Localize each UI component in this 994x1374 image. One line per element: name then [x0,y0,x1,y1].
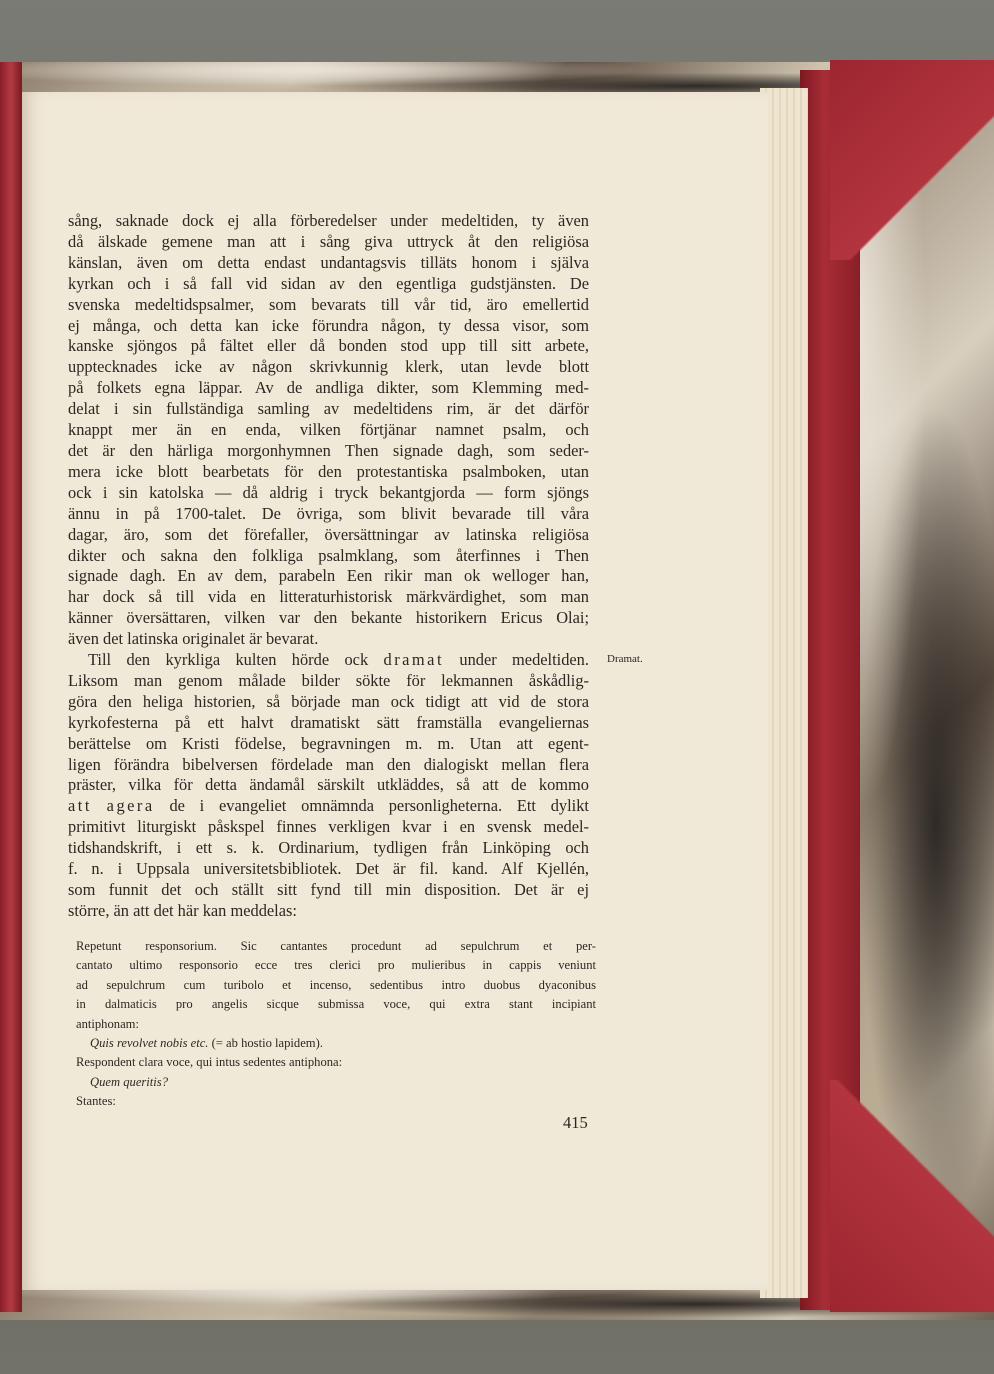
text-line: f. n. i Uppsala universitetsbibliotek. Det är fil. kand. Alf Kjellén, [68,859,589,879]
text-line: ligen förändra bibelversen fördelade man den dialogiskt mellan flera [68,754,589,774]
text-line: som funnit det och ställt sitt fynd till min disposition. Det är ej [68,880,589,899]
quote-line: in dalmaticis pro angelis sicque submissa voce, qui extra stant incipiant [76,997,596,1012]
text-line: primitivt liturgiskt påskspel finnes verkligen kvar i en svensk medel- [68,817,589,837]
text-line: svenska medeltidspsalmer, som bevarats till vår tid, äro emellertid [68,294,589,314]
text-line: känslan, även om detta endast undantagsvis tilläts honom i själva [68,252,589,272]
text-line: präster, vilka för detta ändamål särskilt utkläddes, så att de kommo [68,775,589,795]
spaced-word-agera: agera [106,796,155,816]
paragraph-start-line [68,650,589,671]
text-line: göra den heliga historien, så började man ock tidigt att vid de stora [68,691,589,711]
italic-incipit: Quis revolvet nobis etc. [90,1036,209,1051]
text-run: (= ab hostio lapidem). [208,1036,323,1051]
quote-line [76,1034,596,1053]
text-line: signade dagh. En av dem, parabeln Een rikir man ok welloger han, [68,566,589,586]
text-line: kyrkan och i så fall vid sidan av den egentliga gudstjänsten. De [68,273,589,293]
main-text [68,211,589,922]
quote-line: Respondent clara voce, qui intus sedentes antiphona: [76,1055,343,1070]
spaced-word-att: att [68,796,92,816]
text-line: då älskade gemene man att i sång giva uttryck åt den religiösa [68,231,589,251]
text-line: ej många, och detta kan icke förundra någon, ty dessa visor, som [68,315,589,335]
quote-line: Stantes: [76,1094,116,1109]
text-line: har dock så till vida en litteraturhistorisk märkvärdighet, som man [68,587,589,607]
text-line: sång, saknade dock ej alla förberedelser under medeltiden, ty även [68,211,589,230]
text-line: på folkets egna läppar. Av de andliga dikter, som Klemming med- [68,378,589,398]
text-run: Till den kyrkliga kulten hörde ock [88,650,369,670]
text-line: Liksom man genom målade bilder sökte för lekmannen åskådlig- [68,670,589,690]
text-line: knappt mer än en enda, vilken förtjänar namnet psalm, och [68,420,589,440]
page-number: 415 [563,1113,588,1132]
text-line: tidshandskrift, i ett s. k. Ordinarium, tydligen från Linköping och [68,838,589,858]
quote-line: ad sepulchrum cum turibolo et incenso, sedentibus intro duobus dyaconibus [76,977,596,992]
quote-line: antiphonam: [76,1016,139,1031]
spaced-word-dramat: dramat [383,650,445,670]
text-run: under medeltiden. [459,650,589,670]
text-line: känner översättaren, vilken var den bekante historikern Ericus Olai; [68,608,589,628]
italic-incipit: Quem queritis? [90,1074,169,1089]
text-line: dagar, äro, som det förefaller, översättningar av latinska religiösa [68,524,589,544]
text-line: ännu in på 1700-talet. De övriga, som blivit bevarade till våra [68,503,589,523]
text-line: kyrkofesterna på ett halvt dramatiskt sätt framställa evangeliernas [68,712,589,732]
binding-left [0,62,22,1312]
quote-line [76,1073,596,1092]
text-run: de i evangeliet omnämnda personligheterna. Ett dylikt [169,796,589,816]
text-line: delat i sin fullständiga samling av medeltidens rim, är det därför [68,399,589,419]
text-line: även det latinska originalet är bevarat. [68,629,319,649]
quote-line: Repetunt responsorium. Sic cantantes procedunt ad sepulchrum et per- [76,939,596,953]
text-line: ock i sin katolska — då aldrig i tryck bekantgjorda — form sjöngs [68,482,589,502]
text-line: kanske sjöngos på fältet eller då bonden stod upp till sitt arbete, [68,336,589,356]
spaced-text-line [68,796,589,817]
leather-corner-top [830,60,994,260]
quote-line: cantato ultimo responsorio ecce tres clerici pro mulieribus in cappis veniunt [76,958,596,973]
latin-quotation [76,937,596,1112]
text-line: mera icke blott bearbetats för den protestantiska psalmboken, utan [68,461,589,481]
leather-corner-bottom [830,1080,994,1312]
text-line: större, än att det här kan meddelas: [68,900,297,920]
text-line: det är den härliga morgonhymnen Then signade dagh, som seder- [68,440,589,460]
text-line: upptecknades icke av någon skrivkunnig klerk, utan levde blott [68,357,589,377]
margin-note: Dramat. [607,653,643,665]
text-line: berättelse om Kristi födelse, begravningen m. m. Utan att egent- [68,733,589,753]
text-line: dikter och sakna den folkliga psalmklang, som återfinnes i Then [68,545,589,565]
